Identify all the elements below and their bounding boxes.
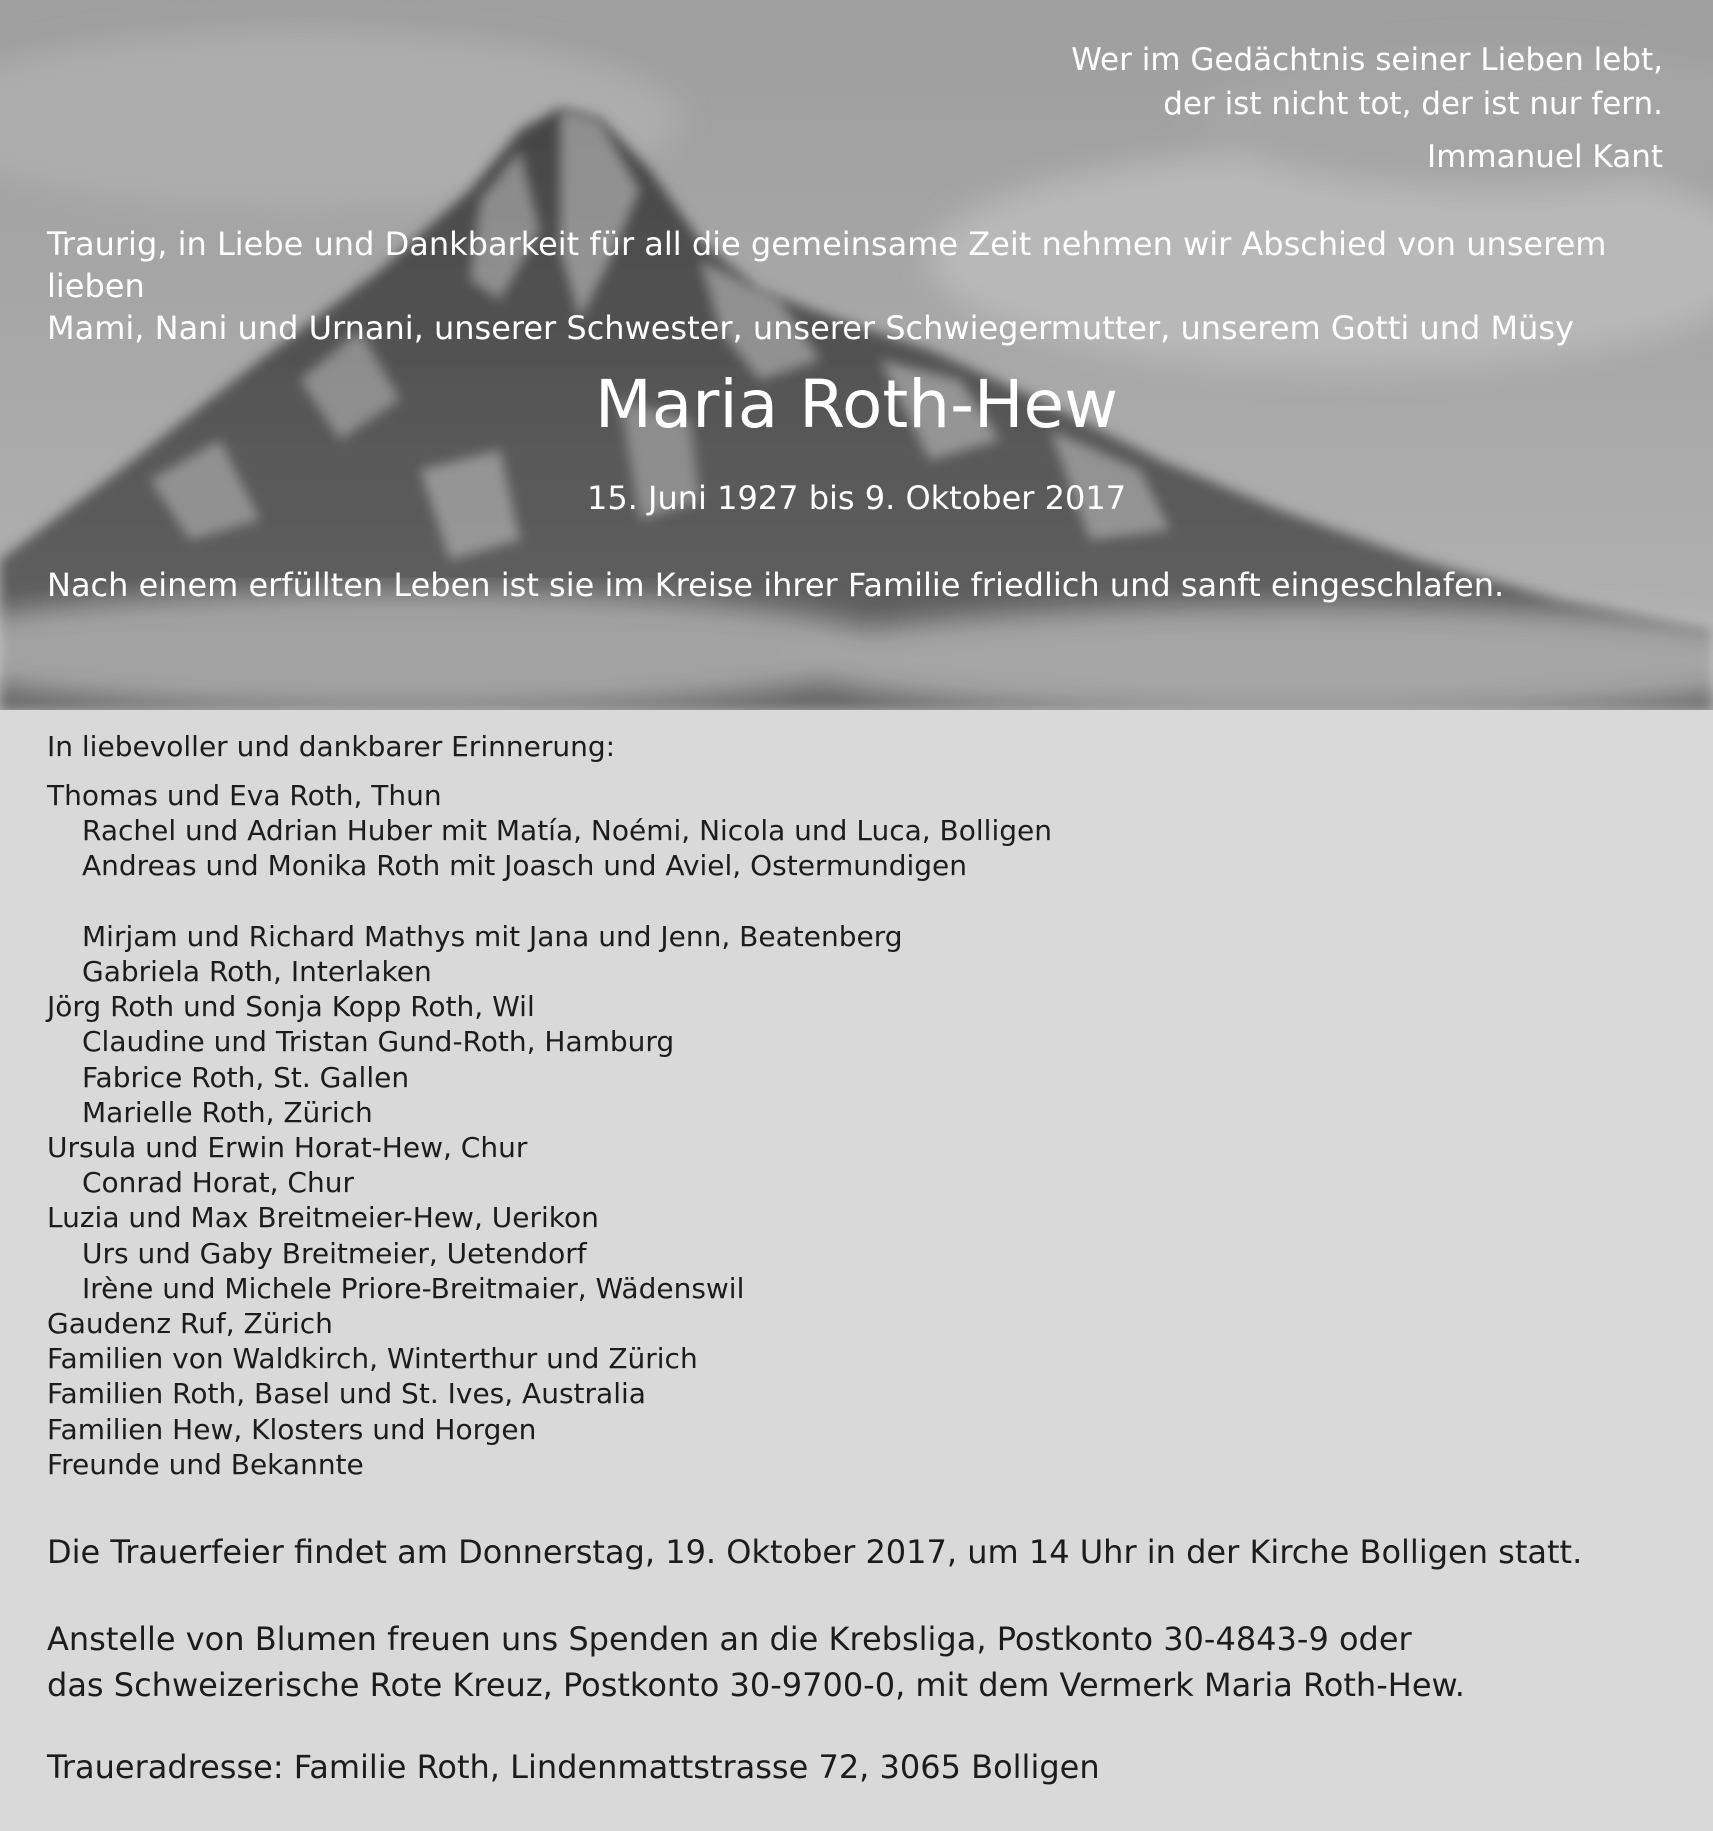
list-item: Familien Hew, Klosters und Horgen [47,1412,537,1446]
list-item: Urs und Gaby Breitmeier, Uetendorf [82,1236,587,1270]
life-dates: 15. Juni 1927 bis 9. Oktober 2017 [586,479,1127,517]
list-spacer [47,884,1052,919]
quote-line-2: der ist nicht tot, der ist nur fern. [1163,86,1663,122]
mountain-header [0,0,1713,710]
quote-author: Immanuel Kant [1427,139,1663,175]
list-item: Thomas und Eva Roth, Thun [47,779,442,812]
list-item: Jörg Roth und Sonja Kopp Roth, Wil [47,990,535,1024]
mourning-address: Traueradresse: Familie Roth, Lindenmattstrasse 72, 3065 Bolligen [47,1748,1100,1786]
list-item: Gaudenz Ruf, Zürich [47,1307,333,1341]
closing-text: Nach einem erfüllten Leben ist sie im Kreise ihrer Familie friedlich und sanft eingeschlafen. [47,566,1505,604]
list-item: Rachel und Adrian Huber mit Matía, Noémi, Nicola und Luca, Bolligen [82,814,1052,848]
service-info: Die Trauerfeier findet am Donnerstag, 19. Oktober 2017, um 14 Uhr in der Kirche Bolligen statt. [47,1533,1583,1571]
donation-info [47,1616,1465,1708]
deceased-name: Maria Roth-Hew [594,366,1119,443]
list-item: Gabriela Roth, Interlaken [82,955,432,988]
list-item: Fabrice Roth, St. Gallen [82,1060,410,1094]
donation-line-1: Anstelle von Blumen freuen uns Spenden an die Krebsliga, Postkonto 30-4843-9 oder [47,1620,1412,1658]
list-item: Familien Roth, Basel und St. Ives, Australia [47,1377,646,1411]
list-item: Andreas und Monika Roth mit Joasch und Aviel, Ostermundigen [82,849,968,883]
intro-line-1: Traurig, in Liebe und Dankbarkeit für all die gemeinsame Zeit nehmen wir Abschied von unserem lieben [47,225,1607,305]
intro-line-2: Mami, Nani und Urnani, unserer Schwester, unserer Schwiegermutter, unserem Gotti und Müsy [47,309,1574,347]
list-item: Freunde und Bekannte [47,1447,364,1481]
intro-text [47,223,1677,349]
list-item: Familien von Waldkirch, Winterthur und Zürich [47,1342,698,1376]
list-item: Irène und Michele Priore-Breitmaier, Wädenswil [82,1271,745,1305]
list-item: Marielle Roth, Zürich [82,1095,373,1129]
memory-heading: In liebevoller und dankbarer Erinnerung: [47,730,616,763]
list-item: Mirjam und Richard Mathys mit Jana und Jenn, Beatenberg [82,919,903,953]
list-item: Ursula und Erwin Horat-Hew, Chur [47,1131,528,1165]
quote-line-1: Wer im Gedächtnis seiner Lieben lebt, [1071,42,1663,78]
list-item: Luzia und Max Breitmeier-Hew, Uerikon [47,1201,599,1235]
quote [1071,38,1663,126]
family-list [47,778,1052,1482]
donation-line-2: das Schweizerische Rote Kreuz, Postkonto 30-9700-0, mit dem Vermerk Maria Roth-Hew. [47,1666,1465,1704]
list-item: Claudine und Tristan Gund-Roth, Hamburg [82,1025,675,1059]
list-item: Conrad Horat, Chur [82,1166,354,1200]
